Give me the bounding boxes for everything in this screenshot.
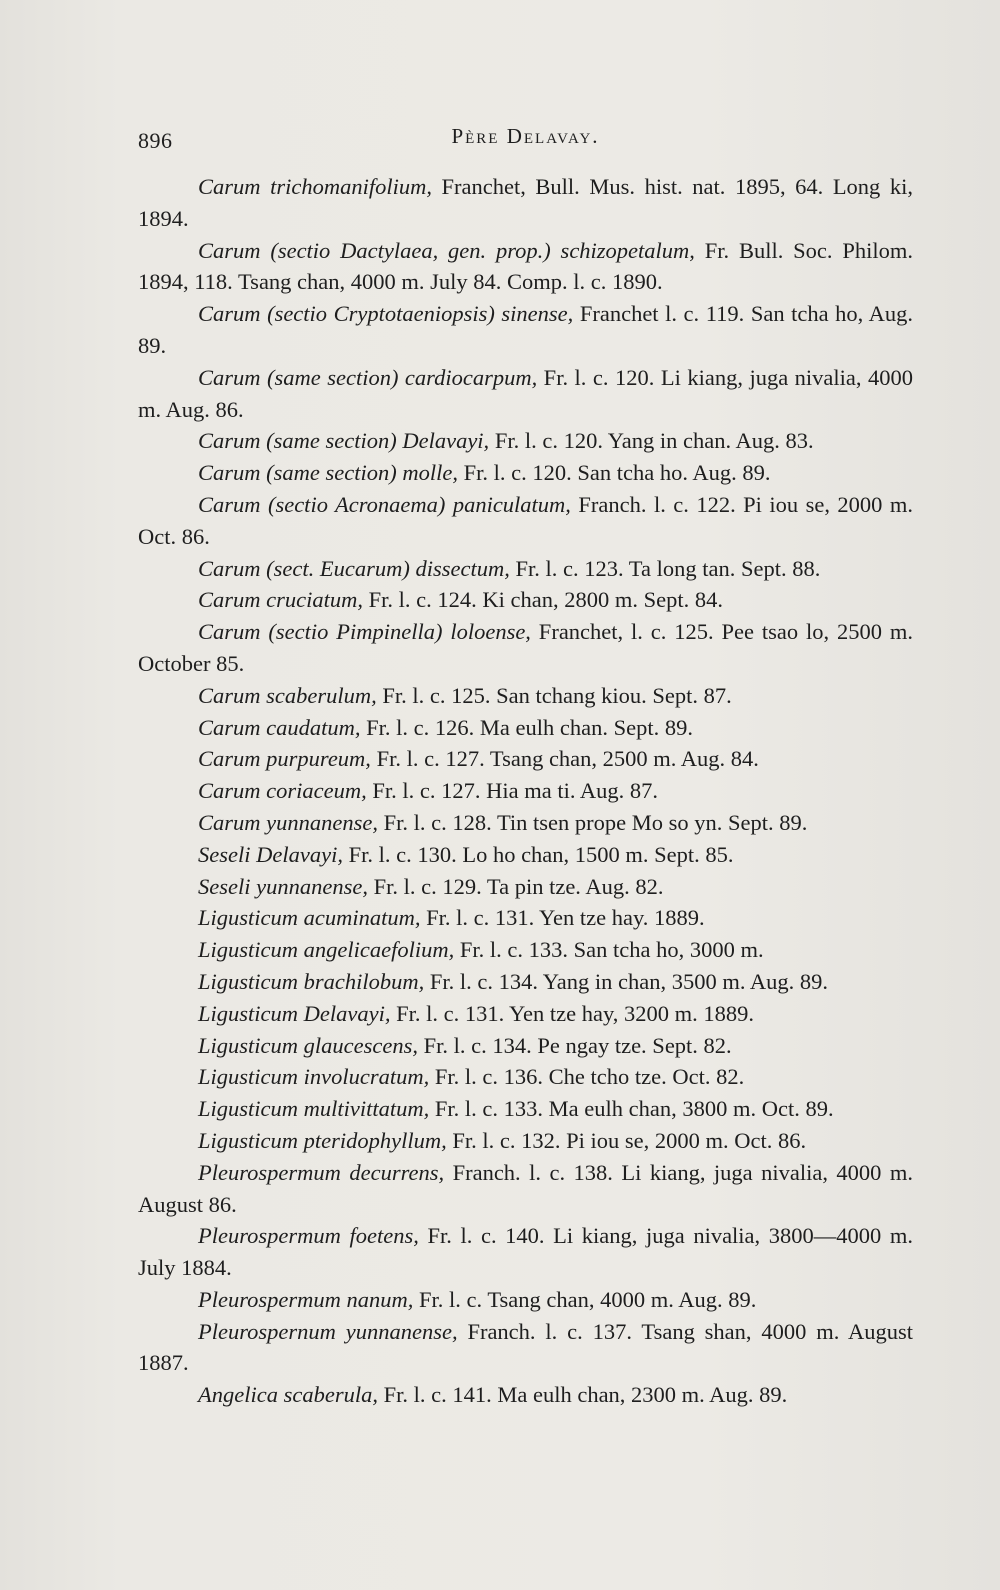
species-details: Fr. l. c. 128. Tin tsen prope Mo so yn. Sept. 89. — [377, 809, 808, 835]
species-details: Fr. l. c. 127. Hia ma ti. Aug. 87. — [366, 778, 658, 804]
page-number: 896 — [138, 128, 173, 153]
species-name: Ligusticum brachilobum, — [198, 968, 425, 994]
species-details: Fr. Bull. Soc. Philom. 1894, 118. Tsang chan, 4000 m. July 84. Comp. l. c. 1890. — [138, 237, 913, 295]
species-name: Ligusticum glaucescens, — [198, 1032, 418, 1058]
species-entry — [138, 839, 913, 871]
species-name: Carum (same section) molle, — [198, 460, 458, 486]
species-details: Fr. l. c. 130. Lo ho chan, 1500 m. Sept. 85. — [342, 841, 734, 867]
species-name: Carum (sectio Cryptotaeniopsis) sinense, — [198, 301, 574, 327]
species-details: Franch. l. c. 137. Tsang shan, 4000 m. August 1887. — [138, 1318, 913, 1376]
species-name: Angelica scaberula, — [198, 1382, 378, 1408]
species-name: Carum (same section) Delavayi, — [198, 428, 490, 454]
species-details: Franch. l. c. 138. Li kiang, juga nivalia, 4000 m. August 86. — [138, 1159, 913, 1217]
species-entry — [138, 743, 913, 775]
species-entry — [138, 298, 913, 362]
species-details: Fr. l. c. 140. Li kiang, juga nivalia, 3800—4000 m. July 1884. — [138, 1223, 914, 1281]
species-details: Fr. l. c. 131. Yen tze hay. 1889. — [420, 905, 705, 931]
species-name: Seseli yunnanense, — [198, 873, 368, 899]
species-entry — [138, 902, 913, 934]
species-name: Carum coriaceum, — [198, 778, 367, 804]
species-name: Carum (same section) cardiocarpum, — [198, 364, 538, 390]
species-entry — [138, 775, 913, 807]
species-entry — [138, 1284, 913, 1316]
species-details: Fr. l. c. 141. Ma eulh chan, 2300 m. Aug. 89. — [377, 1382, 788, 1408]
species-entry — [138, 489, 913, 553]
species-name: Seseli Delavayi, — [198, 841, 343, 867]
species-name: Carum (sectio Acronaema) paniculatum, — [198, 491, 571, 517]
species-details: Fr. l. c. 127. Tsang chan, 2500 m. Aug. 84. — [370, 746, 759, 772]
species-name: Carum caudatum, — [198, 714, 361, 740]
species-name: Carum scaberulum, — [198, 682, 377, 708]
species-details: Fr. l. c. 124. Ki chan, 2800 m. Sept. 84. — [363, 587, 723, 613]
species-details: Fr. l. c. 133. Ma eulh chan, 3800 m. Oct. 89. — [429, 1096, 834, 1122]
species-entry — [138, 1379, 913, 1411]
species-name: Pleurospermum nanum, — [198, 1286, 414, 1312]
species-entry — [138, 871, 913, 903]
species-entry — [138, 235, 913, 299]
species-entry — [138, 1061, 913, 1093]
species-details: Franchet, Bull. Mus. hist. nat. 1895, 64. Long ki, 1894. — [138, 174, 913, 231]
species-name: Ligusticum multivittatum, — [198, 1096, 430, 1122]
species-name: Carum purpureum, — [198, 746, 371, 772]
species-name: Ligusticum pteridophyllum, — [198, 1127, 447, 1153]
species-name: Ligusticum angelicaefolium, — [198, 937, 455, 963]
species-entry — [138, 1157, 913, 1221]
species-entry — [138, 171, 913, 235]
species-entry — [138, 425, 913, 457]
species-details: Fr. l. c. 136. Che tcho tze. Oct. 82. — [429, 1064, 745, 1090]
species-details: Fr. l. c. 126. Ma eulh chan. Sept. 89. — [360, 714, 693, 740]
species-entry — [138, 457, 913, 489]
species-entry — [138, 1316, 913, 1380]
species-name: Carum (sect. Eucarum) dissectum, — [198, 555, 510, 581]
species-entry — [138, 680, 913, 712]
species-details: Fr. l. c. 131. Yen tze hay, 3200 m. 1889. — [390, 1000, 755, 1026]
species-entry — [138, 553, 913, 585]
species-name: Pleurospermum foetens, — [198, 1223, 419, 1249]
species-details: Fr. l. c. 134. Yang in chan, 3500 m. Aug. 89. — [424, 968, 829, 994]
species-entry — [138, 1220, 913, 1284]
species-entry — [138, 998, 913, 1030]
species-entry — [138, 362, 913, 426]
species-details: Fr. l. c. 134. Pe ngay tze. Sept. 82. — [417, 1032, 732, 1058]
species-name: Ligusticum acuminatum, — [198, 905, 421, 931]
species-name: Carum cruciatum, — [198, 587, 363, 613]
species-entry — [138, 966, 913, 998]
species-entry — [138, 807, 913, 839]
species-list — [138, 171, 913, 1411]
species-entry — [138, 1030, 913, 1062]
species-details: Franch. l. c. 122. Pi iou se, 2000 m. Oct. 86. — [138, 491, 913, 549]
species-details: Fr. l. c. 129. Ta pin tze. Aug. 82. — [367, 873, 664, 899]
species-details: Fr. l. c. 132. Pi iou se, 2000 m. Oct. 86. — [446, 1127, 807, 1153]
species-details: Fr. l. c. 123. Ta long tan. Sept. 88. — [509, 555, 821, 581]
species-name: Carum (sectio Pimpinella) loloense, — [198, 619, 531, 645]
species-details: Fr. l. c. 120. San tcha ho. Aug. 89. — [457, 460, 771, 486]
species-details: Fr. l. c. 120. Li kiang, juga nivalia, 4000 m. Aug. 86. — [138, 364, 914, 422]
species-name: Pleurospernum yunnanense, — [198, 1318, 458, 1344]
species-details: Fr. l. c. 133. San tcha ho, 3000 m. — [454, 937, 764, 963]
page-header — [138, 120, 913, 160]
species-details: Franchet, l. c. 125. Pee tsao lo, 2500 m. October 85. — [138, 619, 913, 676]
species-details: Fr. l. c. 120. Yang in chan. Aug. 83. — [489, 428, 814, 454]
species-entry — [138, 712, 913, 744]
species-entry — [138, 1093, 913, 1125]
species-name: Ligusticum Delavayi, — [198, 1000, 391, 1026]
species-entry — [138, 616, 913, 680]
species-name: Pleurospermum decurrens, — [198, 1159, 445, 1185]
species-name: Carum (sectio Dactylaea, gen. prop.) schizopetalum, — [198, 237, 695, 263]
species-entry — [138, 584, 913, 616]
species-details: Franchet l. c. 119. San tcha ho, Aug. 89. — [138, 301, 913, 358]
species-name: Carum trichomanifolium, — [198, 174, 432, 199]
running-head: Père Delavay. — [451, 124, 600, 148]
species-entry — [138, 934, 913, 966]
species-entry — [138, 1125, 913, 1157]
species-name: Carum yunnanense, — [198, 809, 378, 835]
species-name: Ligusticum involucratum, — [198, 1064, 430, 1090]
species-details: Fr. l. c. Tsang chan, 4000 m. Aug. 89. — [413, 1286, 757, 1312]
species-details: Fr. l. c. 125. San tchang kiou. Sept. 87. — [376, 682, 732, 708]
